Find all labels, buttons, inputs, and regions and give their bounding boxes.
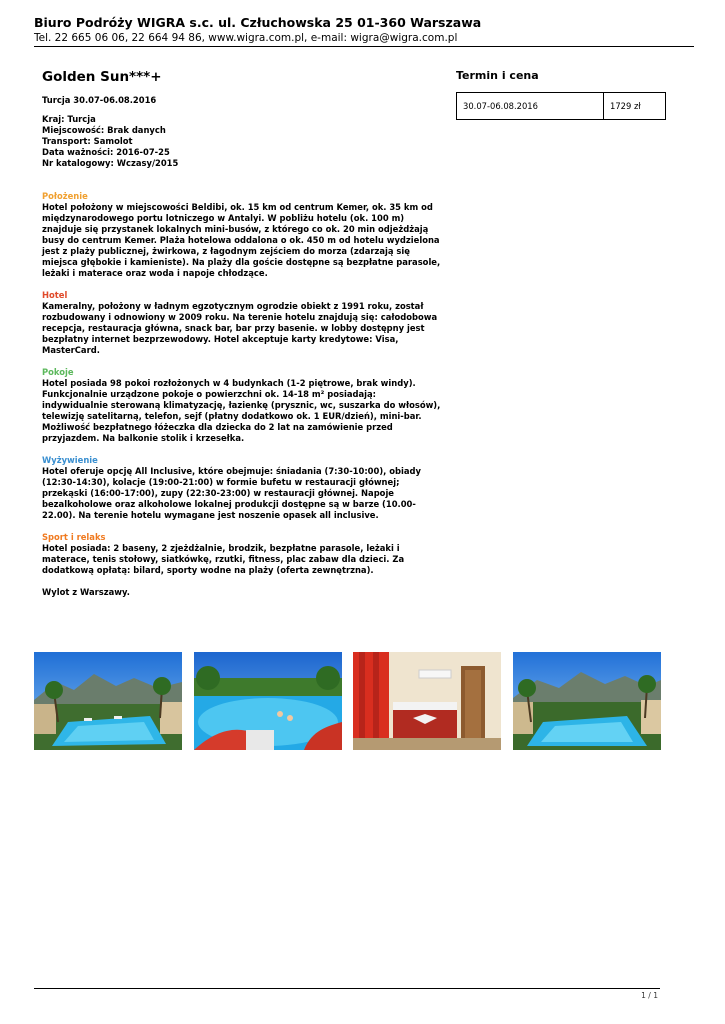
term-table [456, 92, 666, 120]
departure-note: Wylot z Warszawy. [42, 587, 130, 597]
section-body: Hotel oferuje opcję All Inclusive, które obejmuje: śniadania (7:30-10:00), obiady (12:30-14:30), kolacje (19:00-21:00) w formie bufetu w restauracji głównej; przekąski (16:00-17:00), zupy (22:30-23:00) w restauracji głównej. Napoje bezalkoholowe oraz alkoholowe lokalnej produkcji dostępne są w barze (10.00-22.00). Na terenie hotelu wymagane jest noszenie opasek all inclusive. [42, 466, 421, 520]
photo-pool-slide [194, 652, 342, 750]
meta-valid-date: Data ważności: 2016-07-25 [42, 147, 170, 157]
meta-transport: Transport: Samolot [42, 136, 133, 146]
photo-gallery [34, 652, 660, 750]
section-title: Położenie [42, 191, 88, 201]
term-panel [456, 68, 668, 120]
page-header [34, 15, 694, 45]
term-date: 30.07-06.08.2016 [457, 93, 604, 120]
footer-divider [34, 988, 660, 989]
photo-pool-mountains-2 [513, 652, 661, 750]
meta-catalog-no: Nr katalogowy: Wczasy/2015 [42, 158, 179, 168]
section-rooms [42, 367, 444, 444]
page-number: 1 / 1 [641, 991, 658, 1000]
offer-meta [42, 114, 444, 169]
header-divider [34, 46, 694, 47]
section-hotel [42, 290, 444, 356]
term-price: 1729 zł [604, 93, 666, 120]
section-body: Kameralny, położony w ładnym egzotycznym ogrodzie obiekt z 1991 roku, został rozbudowany i odnowiony w 2009 roku. Na terenie hotelu znajdują się: całodobowa recepcja, restauracja główna, snack bar, bar przy basenie. w lobby dostępny jest bezpłatny internet bezprzewodowy. Hotel akceptuje karty kredytowe: Visa, MasterCard. [42, 301, 438, 355]
section-board [42, 455, 444, 521]
offer-description [42, 68, 444, 598]
section-title: Hotel [42, 290, 68, 300]
offer-dates: Turcja 30.07-06.08.2016 [42, 95, 157, 105]
section-title: Pokoje [42, 367, 74, 377]
company-contact: Tel. 22 665 06 06, 22 664 94 86, www.wigra.com.pl, e-mail: wigra@wigra.com.pl [34, 32, 458, 44]
section-title: Sport i relaks [42, 532, 106, 542]
company-name: Biuro Podróży WIGRA s.c. ul. Człuchowska 25 01-360 Warszawa [34, 15, 482, 30]
section-body: Hotel posiada 98 pokoi rozłożonych w 4 budynkach (1-2 piętrowe, brak windy). Funkcjonalnie urządzone pokoje o powierzchni ok. 14-18 m² posiadają: indywidualnie sterowaną klimatyzację, łazienkę (prysznic, wc, suszarka do włosów), telewizję satelitarną, telefon, sejf (płatny dodatkowo ok. 1 EUR/dzień), mini-bar. Możliwość bezpłatnego łóżeczka dla dziecka do 2 lat na zamówienie przed przyjazdem. Na balkonie stolik i krzesełka. [42, 378, 441, 443]
meta-country: Kraj: Turcja [42, 114, 96, 124]
photo-pool-mountains [34, 652, 182, 750]
section-body: Hotel położony w miejscowości Beldibi, ok. 15 km od centrum Kemer, ok. 35 km od międzynarodowego portu lotniczego w Antalyi. W pobliżu hotelu (ok. 100 m) znajduje się przystanek lokalnych mini-busów, z którego co ok. 20 min odjeżdżają busy do centrum Kemer. Plaża hotelowa oddalona o ok. 450 m od hotelu wydzielona jest z plaży publicznej, żwirkowa, z łagodnym zejściem do morza (zdarzają się miejsca głębokie i kamieniste). Na plaży dla goście dostępne są bezpłatne parasole, leżaki i materace oraz woda i napoje chłodzące. [42, 202, 441, 278]
section-location [42, 191, 444, 279]
photo-hotel-room [353, 652, 501, 750]
meta-town: Miejscowość: Brak danych [42, 125, 166, 135]
offer-title: Golden Sun***+ [42, 69, 162, 85]
offer-sections [42, 191, 444, 576]
term-title: Termin i cena [456, 69, 539, 82]
term-row [457, 93, 666, 120]
section-body: Hotel posiada: 2 baseny, 2 zjeżdżalnie, brodzik, bezpłatne parasole, leżaki i materace, tenis stołowy, siatkówkę, rzutki, fitness, plac zabaw dla dzieci. Za dodatkową opłatą: bilard, sporty wodne na plaży (oferta zewnętrzna). [42, 543, 405, 575]
section-sport [42, 532, 444, 576]
section-title: Wyżywienie [42, 455, 98, 465]
